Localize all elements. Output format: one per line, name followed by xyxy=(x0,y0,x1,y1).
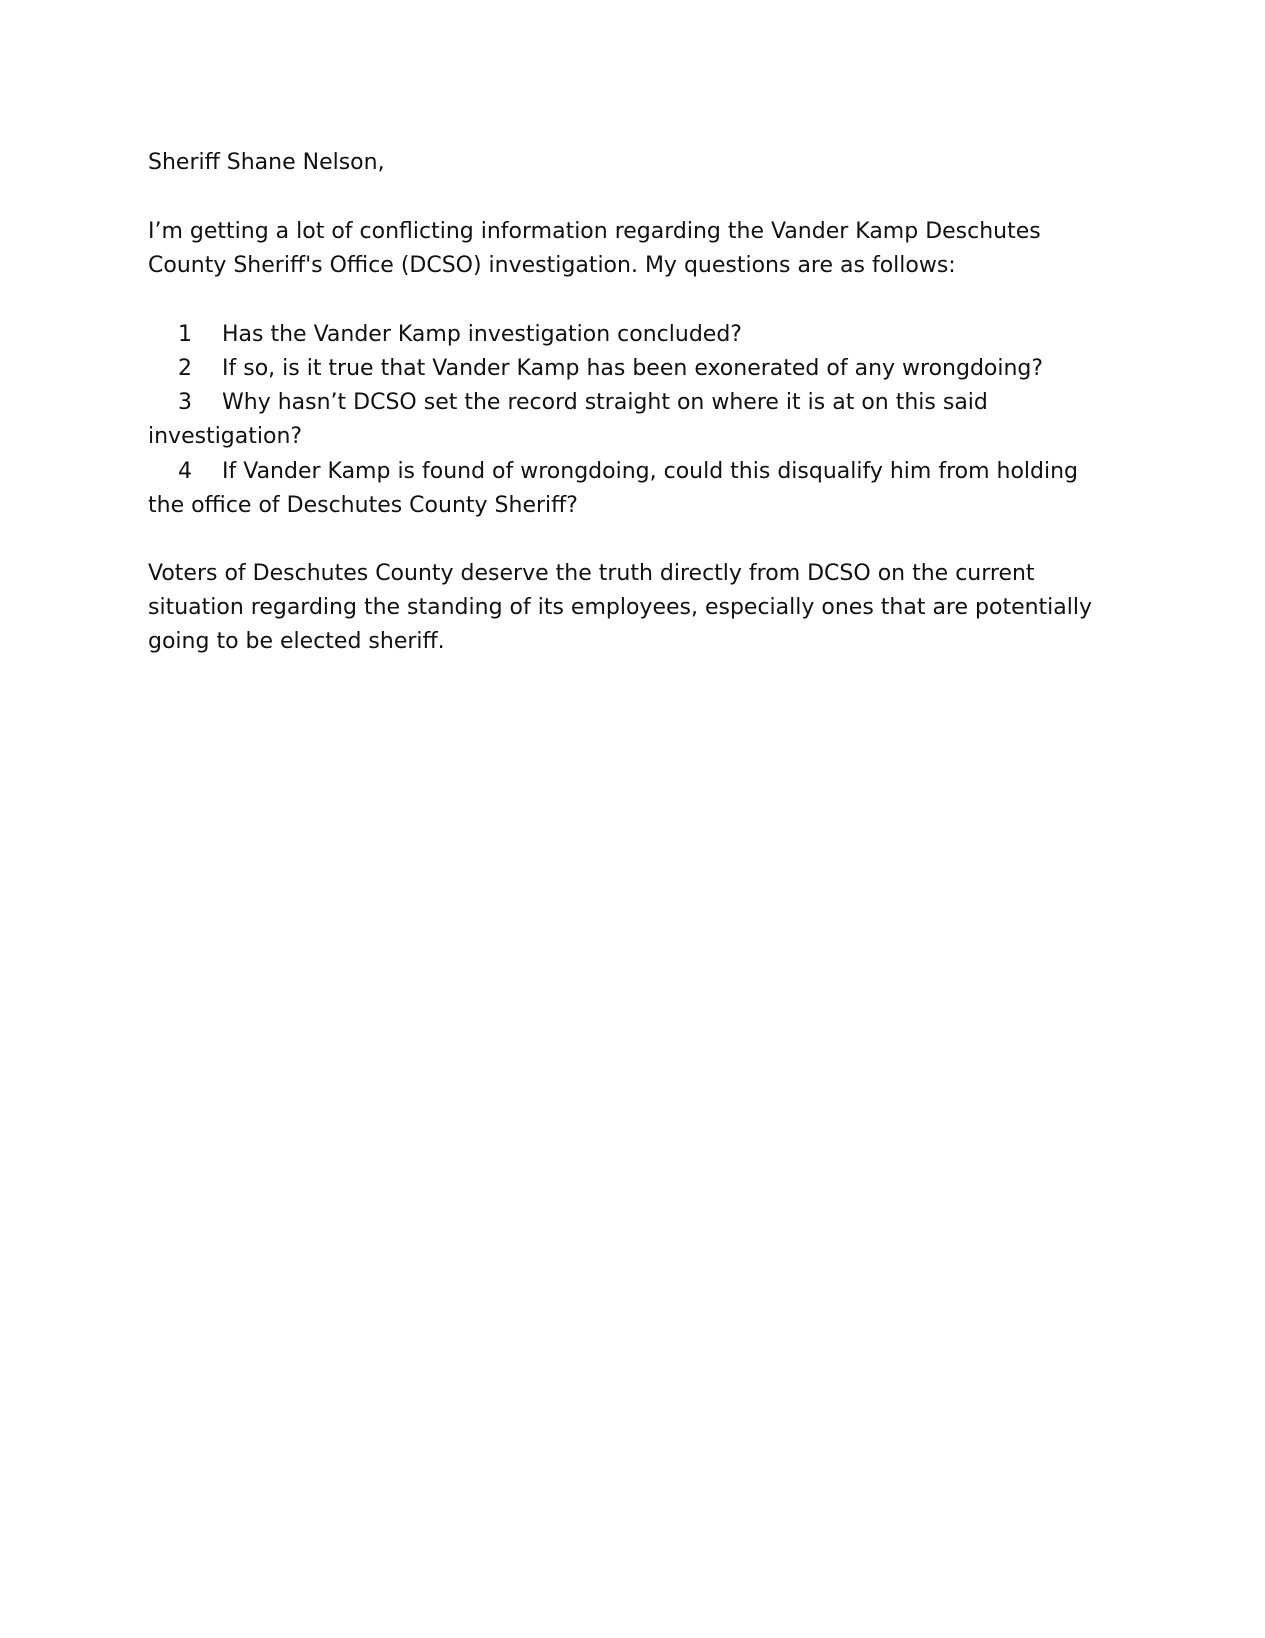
closing-paragraph-line-1: Voters of Deschutes County deserve the truth directly from DCSO on the current xyxy=(148,561,1035,586)
intro-paragraph-line-2: County Sheriff's Office (DCSO) investigation. My questions are as follows: xyxy=(148,253,956,278)
salutation: Sheriff Shane Nelson, xyxy=(148,150,385,175)
closing-paragraph-line-3: going to be elected sheriff. xyxy=(148,629,445,654)
question-text: If Vander Kamp is found of wrongdoing, could this disqualify him from holding xyxy=(222,459,1079,484)
question-number: 1 xyxy=(178,322,192,347)
closing-paragraph-line-2: situation regarding the standing of its employees, especially ones that are potentially xyxy=(148,595,1093,620)
question-number: 2 xyxy=(178,356,192,381)
intro-paragraph-line-1: I’m getting a lot of conflicting information regarding the Vander Kamp Deschutes xyxy=(148,219,1041,244)
question-text: Has the Vander Kamp investigation concluded? xyxy=(222,322,742,347)
question-text-continuation: the office of Deschutes County Sheriff? xyxy=(148,493,578,518)
question-number: 3 xyxy=(178,390,192,415)
question-number: 4 xyxy=(178,459,192,484)
question-text-continuation: investigation? xyxy=(148,424,303,449)
question-text: Why hasn’t DCSO set the record straight on where it is at on this said xyxy=(222,390,988,415)
question-text: If so, is it true that Vander Kamp has been exonerated of any wrongdoing? xyxy=(222,356,1044,381)
